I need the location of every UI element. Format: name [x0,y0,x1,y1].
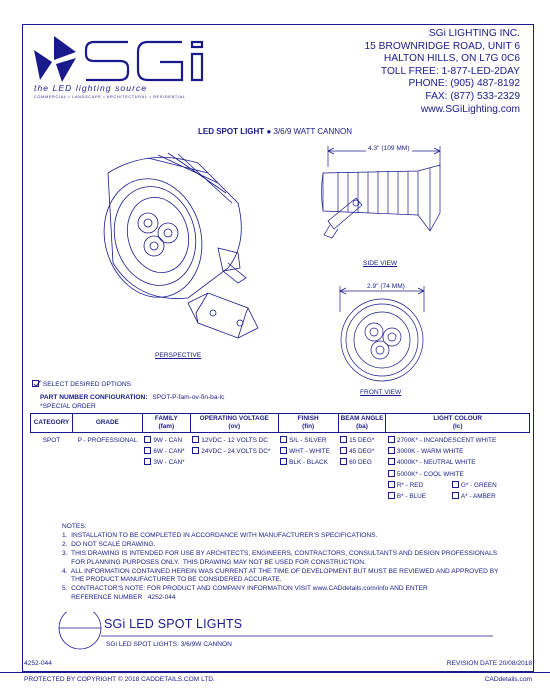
note-item: 3. THIS DRAWING IS INTENDED FOR USE BY ARCHITECTS, ENGINEERS, CONTRACTORS, CONSULTANTS AND DESIGN PROFESSIONALS [62,549,498,557]
spec-table [30,413,530,504]
colour-option-pair [388,480,528,491]
part-number-label: PART NUMBER CONFIGURATION: [40,394,148,401]
logo-wordmark [86,42,202,80]
checkbox [144,458,151,465]
colour-option[interactable]: G* - GREEN [452,482,497,489]
select-options-row [32,380,131,388]
header-light-colour: LIGHT COLOUR (lc) [386,414,530,433]
colour-option[interactable]: 5000K* - COOL WHITE [388,469,528,480]
checkbox [388,470,395,477]
checkbox [144,447,151,454]
company-phone: PHONE: (905) 487-8192 [408,78,520,90]
perspective-drawing [88,143,268,348]
family-options [142,433,190,505]
drawing-title-sub: ● 3/6/9 WATT CANNON [266,127,353,136]
header-finish: FINISH (fin) [278,414,338,433]
company-info [270,28,520,116]
grade-value: P - PROFESSIONAL [77,437,138,444]
company-address-1: 15 BROWNRIDGE ROAD, UNIT 6 [364,40,520,52]
check-icon [33,380,41,388]
note-item: FOR PLANNING PURPOSES ONLY. THIS DRAWING MAY NOT BE USED FOR CONSTRUCTION. [62,558,366,566]
product-subtitle: SGi LED SPOT LIGHTS: 3/6/9W CANNON [106,641,232,648]
beam-option[interactable]: 45 DEG* [340,446,384,457]
finish-option[interactable]: S/L - SILVER [280,435,336,446]
front-view-drawing [328,282,438,387]
family-option[interactable]: 9W - CAN [144,435,188,446]
colour-option[interactable]: A* - AMBER [452,493,496,500]
note-item: REFERENCE NUMBER 4252-044 [62,594,176,602]
note-item: 1. INSTALLATION TO BE COMPLETED IN ACCORDANCE WITH MANUFACTURER'S SPECIFICATIONS. [62,531,378,539]
front-view-dimension: 2.9" (74 MM) [367,283,405,290]
front-view-label: FRONT VIEW [360,389,402,396]
part-number-row [40,394,224,401]
sgi-logo [32,34,212,84]
header-category: CATEGORY [31,414,73,433]
checkbox [388,447,395,454]
header-grade: GRADE [72,414,142,433]
voltage-option[interactable]: 24VDC - 24 VOLTS DC* [192,446,276,457]
family-option[interactable]: 6W - CAN* [144,446,188,457]
note-item: 2. DO NOT SCALE DRAWING. [62,540,156,548]
spec-options-row [31,433,530,505]
side-view-dimension: 4.3" (109 MM) [368,145,410,152]
checkbox [280,436,287,443]
special-order-note: *SPECIAL ORDER [40,403,96,410]
revision-date: REVISION DATE 20/08/2018 [446,660,532,667]
finish-option[interactable]: WHT - WHITE [280,446,336,457]
colour-option-pair [388,491,528,502]
logo-tagline: the LED lighting source [34,83,148,93]
select-options-checkbox[interactable] [32,380,39,387]
checkbox [340,458,347,465]
voltage-options [190,433,278,505]
checkbox [280,458,287,465]
colour-option[interactable]: B* - BLUE [388,491,452,502]
beam-option[interactable]: 60 DEG [340,457,384,468]
drawing-title-main: LED SPOT LIGHT [197,127,265,136]
checkbox [340,447,347,454]
category-value: SPOT [42,437,61,444]
checkbox [388,436,395,443]
header-beam-angle: BEAM ANGLE (ba) [338,414,386,433]
company-address-2: HALTON HILLS, ON L7G 0C6 [383,53,520,65]
header-family: FAMILY (fam) [142,414,190,433]
side-view-label: SIDE VIEW [363,260,398,267]
product-title: SGi LED SPOT LIGHTS [104,617,243,631]
voltage-option[interactable]: 12VDC - 12 VOLTS DC [192,435,276,446]
note-item: 5. CONTRACTOR'S NOTE: FOR PRODUCT AND COMPANY INFORMATION VISIT www.CADdetails.com/info AND ENTER [62,585,428,593]
colour-option[interactable]: R* - RED [388,480,452,491]
spec-header-row [31,414,530,433]
perspective-label: PERSPECTIVE [155,352,202,359]
checkbox [144,436,151,443]
company-tollfree: TOLL FREE: 1-877-LED-2DAY [380,65,520,77]
colour-option[interactable]: 2700K* - INCANDESCENT WHITE [388,435,528,446]
checkbox [388,481,395,488]
header-voltage: OPERATING VOLTAGE (ov) [190,414,278,433]
checkbox [280,447,287,454]
notes-block [62,523,512,603]
caddetails-link[interactable]: CADdetails.com [484,676,532,683]
finish-option[interactable]: BLK - BLACK [280,457,336,468]
notes-heading: NOTES: [62,523,87,530]
select-options-label: SELECT DESIRED OPTIONS [42,381,132,388]
checkbox [452,481,459,488]
part-number-value: SPOT-P-fam-ov-fin-ba-lc [152,394,225,401]
colour-option[interactable]: 4000K* - NEUTRAL WHITE [388,457,528,468]
company-website[interactable]: www.SGiLighting.com [420,103,520,115]
logo-categories: COMMERCIAL • LANDSCAPE • ARCHITECTURAL • RESIDENTIAL [34,95,186,99]
footer [0,672,550,700]
copyright-notice: PROTECTED BY COPYRIGHT © 2018 CADDETAILS.COM LTD. [24,676,215,683]
beam-options [338,433,386,505]
note-item: THE PRODUCT MANUFACTURER TO BE CONSIDERED ACCURATE. [62,576,282,584]
colour-options [386,433,530,505]
company-name: SGi LIGHTING INC. [428,28,520,39]
finish-options [278,433,338,505]
side-view-drawing [318,143,448,258]
drawing-title [0,127,550,136]
checkbox [192,436,199,443]
family-option[interactable]: 3W - CAN* [144,457,188,468]
checkbox [388,492,395,499]
document-number: 4252-044 [24,660,52,667]
checkbox [192,447,199,454]
company-fax: FAX: (877) 533-2329 [425,90,520,102]
beam-option[interactable]: 15 DEG* [340,435,384,446]
logo-emblem-icon [34,36,76,82]
checkbox [452,492,459,499]
colour-option[interactable]: 3000K - WARM WHITE [388,446,528,457]
note-item: 4. ALL INFORMATION CONTAINED HEREIN WAS CURRENT AT THE TIME OF DEVELOPMENT BUT MUST BE REVIEWED AND APPROVED BY [62,567,499,575]
checkbox [388,458,395,465]
checkbox [340,436,347,443]
